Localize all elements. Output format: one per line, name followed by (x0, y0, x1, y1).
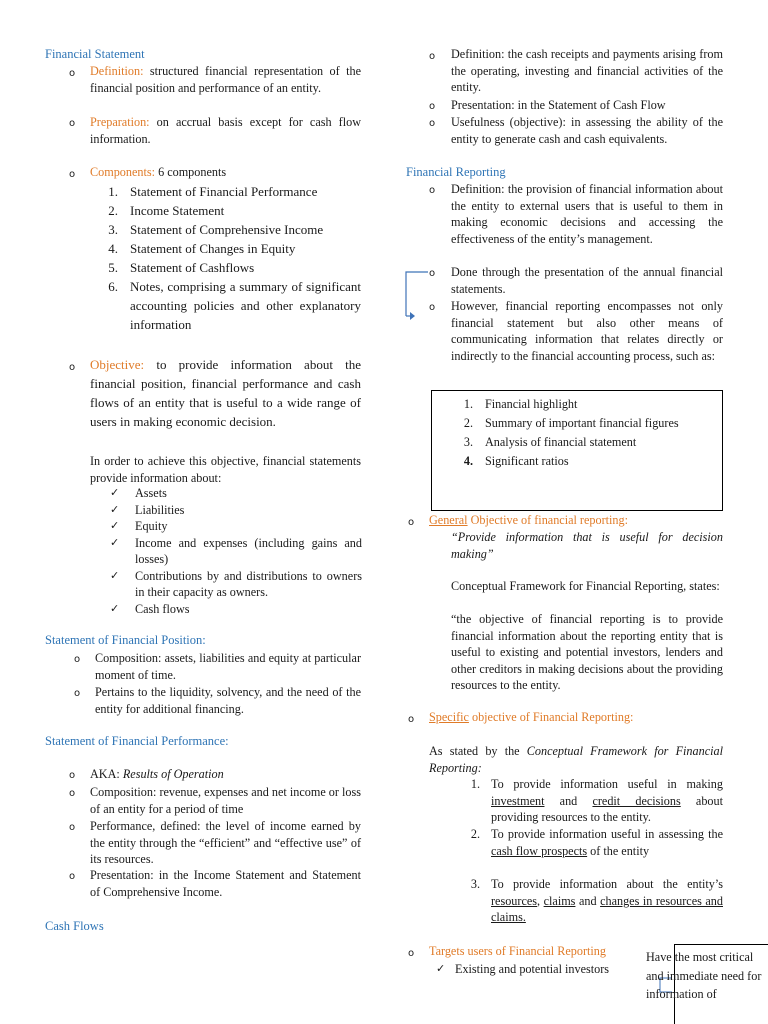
list-item: 4. Significant ratios (463, 454, 569, 468)
heading-financial-reporting: Financial Reporting (406, 165, 506, 179)
general-objective-quote: “Provide information that is useful for decision making” (451, 530, 723, 561)
sfp-item: Composition: assets, liabilities and equity at particular moment of time. (95, 651, 361, 682)
bullet: o (408, 517, 415, 528)
checkmark-icon: ✓ (110, 535, 120, 549)
checkmark-icon: ✓ (436, 962, 446, 975)
info-items-list (110, 485, 362, 617)
list-item: 3. Statement of Comprehensive Income (108, 222, 324, 237)
fr-item: However, financial reporting encompasses not only financial statement but also other means of communicating information that relates directly or indirectly to the financial accounting process, such as: (451, 299, 723, 363)
list-item: 3. Analysis of financial statement (463, 435, 637, 449)
conceptual-framework-states: Conceptual Framework for Financial Reporting, states: (451, 579, 720, 593)
bullet: o (429, 185, 436, 196)
components-list (100, 182, 362, 337)
list-item: 6. Notes, comprising a summary of significant accounting policies and other explanatory information (108, 279, 361, 332)
checkmark-icon: ✓ (110, 568, 120, 582)
sfp-item: Pertains to the liquidity, solvency, and the need of the entity for additional financing. (95, 685, 361, 716)
list-item: 3. To provide information about the entity’s resources, claims and changes in resources and claims. (470, 877, 723, 924)
fs-definition: Definition: structured financial representation of the financial position and performance of an entity. (90, 64, 361, 95)
bullet: o (69, 362, 76, 373)
bullet: o (74, 654, 81, 665)
specific-objectives-list (462, 776, 723, 926)
list-item: ✓ Cash flows (110, 601, 190, 616)
list-item: 1. Financial highlight (463, 397, 578, 411)
callout-text: Have the most critical and immediate need for information of (646, 950, 762, 1001)
fs-objective: Objective: to provide information about the financial position, financial performance and cash flows of an entity that is useful to a wide range of users in making economic decision. (90, 357, 361, 429)
checkmark-icon: ✓ (110, 519, 120, 532)
box-list (455, 396, 717, 472)
fr-item: Definition: the provision of financial information about the entity to external users that is useful to them in making economic decisions and accessing the effectiveness of the entity’s management. (451, 182, 723, 246)
bullet: o (69, 68, 76, 79)
sfperf-item: Composition: revenue, expenses and net income or loss of an entity for a period of time (90, 785, 361, 816)
fr-item: Done through the presentation of the annual financial statements. (451, 265, 723, 296)
cf-item: Definition: the cash receipts and payments arising from the operating, investing and financial activities of the entity. (451, 47, 723, 94)
bullet: o (69, 770, 76, 781)
targets-heading: Targets users of Financial Reporting (429, 944, 606, 958)
bullet: o (429, 51, 436, 62)
checkmark-icon: ✓ (110, 601, 120, 615)
list-item: 2. Summary of important financial figures (463, 416, 679, 430)
stated-by: As stated by the Conceptual Framework for Financial Reporting: (429, 744, 723, 775)
heading-statement-financial-performance: Statement of Financial Performance: (45, 734, 229, 748)
list-item: ✓ Income and expenses (including gains and losses) (110, 535, 362, 566)
bullet: o (429, 302, 436, 313)
list-item: ✓ Contributions by and distributions to owners in their capacity as owners. (110, 568, 362, 599)
conceptual-framework-quote: “the objective of financial reporting is to provide financial information about the reporting entity that is useful to existing and potential investors, lenders and other creditors in making decisions about the providing resources to the entity. (451, 612, 723, 692)
bullet: o (74, 688, 81, 699)
bullet: o (69, 788, 76, 799)
list-item: ✓ Liabilities (110, 502, 185, 517)
bullet: o (429, 268, 436, 279)
heading-financial-statement: Financial Statement (45, 47, 145, 61)
specific-objective-heading: Specific objective of Financial Reporting: (429, 710, 634, 724)
checkmark-icon: ✓ (110, 502, 120, 516)
heading-cash-flows: Cash Flows (45, 919, 104, 933)
list-item: ✓ Equity (110, 519, 168, 533)
sfperf-aka: AKA: Results of Operation (90, 767, 224, 781)
bullet: o (69, 871, 76, 882)
list-item: 2. To provide information useful in assessing the cash flow prospects of the entity (470, 827, 723, 858)
sfperf-item: Presentation: in the Income Statement and Statement of Comprehensive Income. (90, 868, 361, 899)
fs-objective-para: In order to achieve this objective, financial statements provide information about: (90, 454, 361, 485)
heading-statement-financial-position: Statement of Financial Position: (45, 633, 206, 647)
list-item: ✓ Assets (110, 486, 167, 500)
fs-preparation: Preparation: on accrual basis except for cash flow information. (90, 115, 361, 146)
general-objective-heading: General Objective of financial reporting: (429, 513, 628, 527)
list-item: 5. Statement of Cashflows (108, 260, 255, 275)
list-item: 1. Statement of Financial Performance (108, 184, 318, 199)
bullet: o (408, 714, 415, 725)
list-item: 4. Statement of Changes in Equity (108, 241, 296, 256)
cf-item: Presentation: in the Statement of Cash Flow (451, 98, 666, 112)
bullet: o (408, 948, 415, 959)
bullet: o (69, 822, 76, 833)
bullet: o (429, 118, 436, 129)
cf-item: Usefulness (objective): in assessing the ability of the entity to generate cash and cash equivalents. (451, 115, 723, 146)
checkmark-icon: ✓ (110, 486, 120, 499)
sfperf-item: Performance, defined: the level of income earned by the entity through the “efficient” and “effective use” of its resources. (90, 819, 361, 866)
bullet: o (429, 101, 436, 112)
list-item: 2. Income Statement (108, 203, 225, 218)
bullet: o (69, 118, 76, 129)
list-item: 1. To provide information useful in making investment and credit decisions about providing resources to the entity. (470, 777, 723, 824)
connector-arrow-icon (400, 268, 430, 324)
fs-components: Components: 6 components (90, 165, 227, 179)
bullet: o (69, 169, 76, 180)
